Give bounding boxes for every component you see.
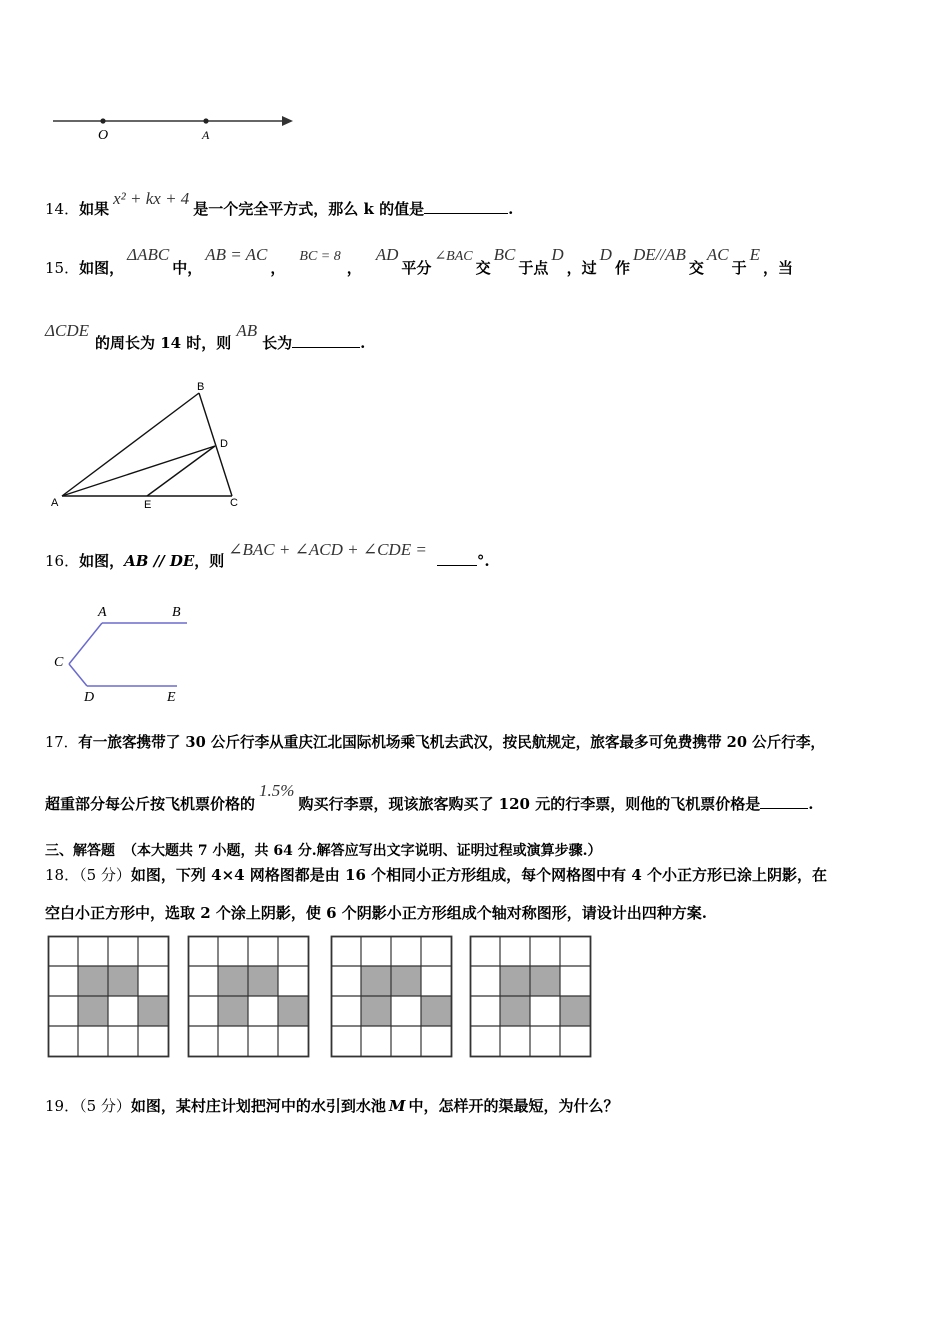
q14-number: 14．: [45, 200, 80, 218]
q15-math-de-parallel-ab: DE//AB: [632, 245, 686, 264]
q15-math-ab-eq-ac: AB = AC: [205, 245, 268, 264]
q15-text-5: 平分: [401, 259, 432, 277]
q16-answer-blank[interactable]: [437, 550, 477, 566]
q15-triangle-figure: [45, 380, 255, 520]
section-3-title: 三、解答题: [45, 843, 115, 859]
q15-text-13: 的周长为 14 时，则: [94, 334, 232, 352]
label-point-o: O: [98, 128, 109, 143]
q15-math-d-2: D: [599, 245, 612, 264]
q18-grid-4-svg: [470, 936, 592, 1058]
q14-answer-blank[interactable]: [424, 198, 508, 214]
label-point-e: E: [167, 690, 176, 705]
segment-ab: [62, 393, 199, 496]
number-line-figure: [50, 108, 300, 150]
label-point-a: A: [202, 128, 210, 142]
q15-text-10: 交: [688, 259, 704, 277]
q18-grid-2-svg: [188, 936, 310, 1058]
q14-text-1: 如果: [79, 200, 110, 218]
q14-expression: x² + kx + 4: [113, 189, 190, 208]
q18-grid-3-svg: [331, 936, 453, 1058]
q16-expression: ∠BAC + ∠ACD + ∠CDE =: [228, 540, 427, 559]
question-18-line-1: [45, 864, 827, 885]
label-vertex-a: A: [51, 497, 59, 509]
q15-math-d: D: [551, 245, 564, 264]
q18-line-2-text: 空白小正方形中，选取 2 个涂上阴影，使 6 个阴影小正方形组成个轴对称图形，请设计出四种方案.: [45, 904, 707, 922]
q15-end: .: [360, 334, 366, 352]
q15-number: 15．: [45, 259, 80, 277]
q15-text-8: ，过: [566, 259, 597, 277]
q17-line-1-text: 有一旅客携带了 30 公斤行李从重庆江北国际机场乘飞机去武汉，按民航规定，旅客最多可免费携带 20 公斤行李，: [78, 734, 826, 751]
q15-math-ac: AC: [706, 245, 729, 264]
q17-end: .: [808, 795, 814, 813]
q17-text-2: 购买行李票，现该旅客购买了 120 元的行李票，则他的飞机票价格是: [298, 795, 761, 813]
label-point-b: B: [172, 605, 181, 620]
q15-answer-blank[interactable]: [292, 332, 360, 348]
q16-number: 16．: [45, 552, 80, 570]
section-3-note: （本大题共 7 小题，共 64 分.解答应写出文字说明、证明过程或演算步骤.）: [123, 843, 602, 859]
q19-score: （5 分）: [79, 1097, 131, 1115]
question-17-line-1: [45, 731, 825, 752]
q15-math-ab: AB: [236, 321, 258, 340]
q16-math-ab-parallel-de: AB // DE: [124, 552, 195, 570]
q18-grid-1-svg: [48, 936, 170, 1058]
q15-text-2: 中，: [172, 259, 203, 277]
question-19: [45, 1095, 619, 1116]
question-15-line-1: [45, 245, 794, 278]
q16-end: °.: [476, 552, 490, 570]
q15-text-7: 于点: [518, 259, 549, 277]
q15-math-ad: AD: [375, 245, 399, 264]
q18-score: （5 分）: [79, 866, 131, 884]
number-line-svg: [50, 108, 300, 150]
q15-math-angle-bac: ∠BAC: [434, 249, 473, 264]
label-vertex-b: B: [197, 381, 205, 393]
question-16: [45, 540, 490, 571]
segment-ad: [62, 446, 215, 496]
segment-ac: [69, 623, 102, 664]
q15-text-1: 如图，: [79, 259, 125, 277]
q15-text-6: 交: [475, 259, 491, 277]
q19-text-2: 中，怎样开的渠最短，为什么？: [408, 1097, 619, 1115]
q16-angle-figure: [50, 602, 200, 712]
point-a-dot: [203, 118, 208, 123]
q18-number: 18．: [45, 866, 80, 884]
q16-text-2: ，则: [194, 552, 225, 570]
segment-de: [147, 446, 215, 496]
q14-text-2: 是一个完全平方式，那么 k 的值是: [193, 200, 425, 218]
q15-text-3: ，: [270, 259, 286, 277]
q15-text-12: ，当: [763, 259, 794, 277]
section-3-header: [45, 840, 601, 860]
q14-end: .: [508, 200, 514, 218]
q15-math-e: E: [749, 245, 761, 264]
segment-cd: [69, 664, 87, 686]
q17-math-percent: 1.5%: [259, 781, 295, 800]
q19-number: 19．: [45, 1097, 80, 1115]
question-18-line-2: [45, 902, 707, 923]
q18-line-1-text: 如图，下列 4×4 网格图都是由 16 个相同小正方形组成，每个网格图中有 4 个小正方形已涂上阴影，在: [130, 866, 827, 884]
question-17-line-2: [45, 781, 814, 814]
q17-text-1: 超重部分每公斤按飞机票价格的: [45, 795, 256, 813]
q15-math-triangle-cde: ΔCDE: [45, 321, 89, 340]
q17-answer-blank[interactable]: [760, 793, 808, 809]
q15-math-triangle-abc: ΔABC: [127, 245, 170, 264]
q15-text-4: ，: [346, 259, 362, 277]
q16-text-1: 如图，: [79, 552, 125, 570]
label-vertex-d: D: [220, 438, 228, 450]
label-point-a: A: [98, 605, 107, 620]
q15-math-bc-eq-8: BC = 8: [299, 249, 341, 264]
q15-math-bc: BC: [493, 245, 516, 264]
q19-math-m: M: [388, 1097, 406, 1115]
q15-text-9: 作: [614, 259, 630, 277]
label-point-c: C: [54, 655, 64, 670]
question-14: [45, 189, 514, 219]
q19-text-1: 如图，某村庄计划把河中的水引到水池: [130, 1097, 386, 1115]
q15-text-11: 于: [731, 259, 747, 277]
q15-text-14: 长为: [262, 334, 293, 352]
q17-number: 17．: [45, 734, 79, 751]
label-vertex-e: E: [144, 499, 152, 511]
question-15-line-2: [45, 321, 366, 353]
point-o-dot: [100, 118, 105, 123]
arrow-head-icon: [282, 116, 293, 126]
label-point-d: D: [84, 690, 95, 705]
label-vertex-c: C: [230, 497, 238, 509]
